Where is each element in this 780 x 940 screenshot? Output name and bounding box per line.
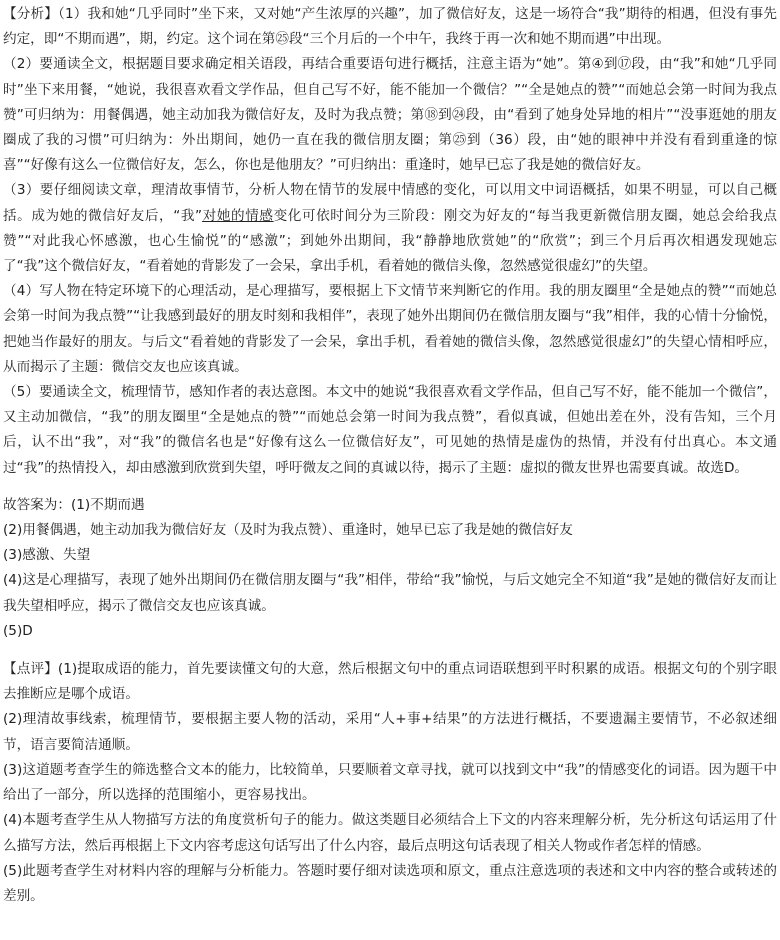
comment-line-3: (3)这道题考查学生的筛选整合文本的能力，比较简单，只要顺着文章寻找，就可以找到文中“我”的情感变化的词语。因为题干中给出了一部分，所以选择的范围缩小，更容易找出。 bbox=[3, 761, 777, 804]
analysis-text-3a: （3）要仔细阅读文章，理清故事情节，分析人物在情节的发展中情感的变化，可以用文中词语概括，如果不明显，可以自己概括。成为她的微信好友后，“我” bbox=[3, 182, 777, 224]
document-page bbox=[0, 2, 777, 909]
comment-line-1: 【点评】(1)提取成语的能力，首先要读懂文句的大意，然后根据文句中的重点词语联想到平时积累的成语。根据文句的个别字眼去推断应是哪个成语。 bbox=[3, 661, 777, 703]
comment-line-2: (2)理清故事线索，梳理情节，要根据主要人物的活动，采用“人+事+结果”的方法进行概括，不要遗漏主要情节，不必叙述细节，语言要简洁通顺。 bbox=[3, 711, 777, 753]
analysis-label: 【分析】 bbox=[3, 6, 59, 22]
comment-line-4: (4)本题考查学生从人物描写方法的角度赏析句子的能力。做这类题目必须结合上下文的内容来理解分析，先分析这句话运用了什么描写方法，然后再根据上下文内容考虑这句话写出了什么内容，最后点明这句话表现了相关人物或作者怎样的情感。 bbox=[3, 812, 777, 854]
answer-line-2: (2)用餐偶遇，她主动加我为微信好友（及时为我点赞）、重逢时，她早已忘了我是她的微信好友 bbox=[3, 522, 573, 539]
analysis-text-3b: 变化可依时间分为三阶段：刚交为好友的“每当我更新微信朋友圈，她总会给我点赞”“对此我心怀感激，也心生愉悦”的“感激”；到她外出期间，我“静静地欣赏她”的“欣赏”；到三个月后再次相遇发现她忘了“我”这个微信好友，“看着她的背影发了一会呆，拿出手机，看着她的微信头像，忽然感觉很虚幻”的失望。 bbox=[3, 207, 778, 275]
comment-line-5: (5)此题考查学生对材料内容的理解与分析能力。答题时要仔细对读选项和原文，重点注意选项的表述和文中内容的整合或转述的差别。 bbox=[3, 862, 777, 904]
answer-line-5: (5)D bbox=[3, 622, 33, 639]
answer-line-4: (4)这是心理描写，表现了她外出期间仍在微信朋友圈与“我”相伴，带给“我”愉悦，与后文她完全不知道“我”是她的微信好友而让我失望相呼应，揭示了微信交友也应该真诚。 bbox=[3, 572, 777, 614]
section-spacer bbox=[3, 481, 777, 493]
analysis-paragraph-5: （5）要通读全文，梳理情节，感知作者的表达意图。本文中的她说“我很喜欢看文学作品，但自己写不好，能不能加一个微信”，又主动加微信，“我”的朋友圈里“全是她点的赞”“而她总会第一时间为我点赞”，看似真诚，但她出差在外，没有告知，三个月后，认不出“我”，对“我”的微信名也是“好像有这么一位微信好友”，可见她的热情是虚伪的热情，并没有付出真心。本文通过“我”的热情投入，却由感激到欣赏到失望，呼吁微友之间的真诚以待，揭示了主题：虚拟的微友世界也需要真诚。故选D。 bbox=[3, 384, 777, 476]
analysis-text-3-underlined: 对她的情感 bbox=[202, 207, 274, 224]
answer-line-3: (3)感激、失望 bbox=[3, 547, 91, 564]
analysis-paragraph-4: （4）写人物在特定环境下的心理活动，是心理描写，要根据上下文情节来判断它的作用。我的朋友圈里“全是她点的赞”“而她总会第一时间为我点赞”“让我感到最好的朋友时刻和我相伴”，表现了她外出期间仍在微信朋友圈与“我”相伴，我的心情十分愉悦，把她当作最好的朋友。与后文“看着她的背影发了一会呆，拿出手机，看着她的微信头像，忽然感觉很虚幻”的失望心情相呼应，从而揭示了主题：微信交友也应该真诚。 bbox=[3, 283, 777, 375]
analysis-paragraph-3 bbox=[3, 178, 777, 279]
answer-line-1: 故答案为：(1)不期而遇 bbox=[3, 496, 145, 513]
analysis-paragraph-2: （2）要通读全文，根据题目要求确定相关语段，再结合重要语句进行概括，注意主语为“她”。第④到⑰段，由“我”和她“几乎同时”坐下来用餐，“她说，我很喜欢看文学作品，但自己写不好，能不能加一个微信？”“全是她点的赞”“而她总会第一时间为我点赞”可归纳为：用餐偶遇，她主动加我为微信好友，及时为我点赞；第⑱到㉔段，由“看到了她身处异地的相片”“没事逛她的朋友圈成了我的习惯”可归纳为：外出期间，她仍一直在我的微信朋友圈；第㉕到（36）段，由“她的眼神中并没有看到重逢的惊喜”“好像有这么一位微信好友，怎么，你也是他朋友？”可归纳出：重逢时，她早已忘了我是她的微信好友。 bbox=[3, 56, 777, 174]
analysis-text-1: （1）我和她“几乎同时”坐下来，又对她“产生浓厚的兴趣”，加了微信好友，这是一场符合“我”期待的相遇，但没有事先约定，即“不期而遇”，期，约定。这个词在第㉕段“三个月后的一个中午，我终于再一次和她不期而遇”中出现。 bbox=[3, 6, 777, 48]
section-spacer bbox=[3, 644, 777, 657]
analysis-paragraph-1 bbox=[3, 2, 777, 52]
